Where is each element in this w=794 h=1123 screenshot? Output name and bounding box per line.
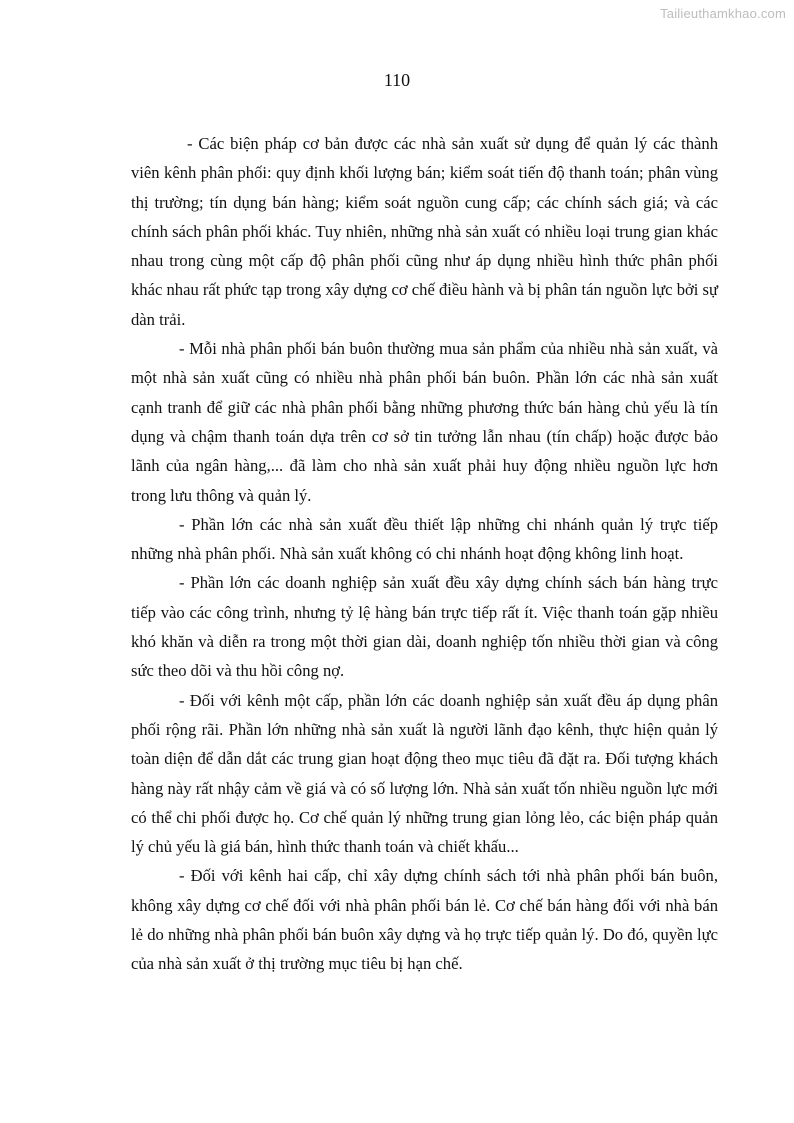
paragraph-5: - Đối với kênh một cấp, phần lớn các doanh nghiệp sản xuất đều áp dụng phân phối rộng rãi. Phần lớn những nhà sản xuất là người lãnh đạo kênh, thực hiện quản lý toàn diện để dẫn dắt các trung gian hoạt động theo mục tiêu đã đặt ra. Đối tượng khách hàng này rất nhậy cảm về giá và có số lượng lớn. Nhà sản xuất tốn nhiều nguồn lực mới có thể chi phối được họ. Cơ chế quản lý những trung gian lỏng lẻo, các biện pháp quản lý chủ yếu là giá bán, hình thức thanh toán và chiết khấu... — [131, 690, 718, 857]
paragraph-1: - Các biện pháp cơ bản được các nhà sản xuất sử dụng để quản lý các thành viên kênh phân phối: quy định khối lượng bán; kiểm soát tiến độ thanh toán; phân vùng thị trường; tín dụng bán hàng; kiểm soát nguồn cung cấp; các chính sách giá; và các chính sách phân phối khác. Tuy nhiên, những nhà sản xuất có nhiều loại trung gian khác nhau trong cùng một cấp độ phân phối cũng như áp dụng nhiều hình thức phân phối khác nhau rất phức tạp trong xây dựng cơ chế điều hành và bị phân tán nguồn lực bởi sự dàn trải. — [131, 134, 718, 329]
paragraph-4: - Phần lớn các doanh nghiệp sản xuất đều xây dựng chính sách bán hàng trực tiếp vào các công trình, nhưng tỷ lệ hàng bán trực tiếp rất ít. Việc thanh toán gặp nhiều khó khăn và diễn ra trong một thời gian dài, doanh nghiệp tốn nhiều thời gian và công sức theo dõi và thu hồi công nợ. — [131, 573, 718, 681]
document-body — [131, 129, 718, 979]
paragraph-6: - Đối với kênh hai cấp, chỉ xây dựng chính sách tới nhà phân phối bán buôn, không xây dựng cơ chế đối với nhà phân phối bán lẻ. Cơ chế bán hàng đối với nhà bán lẻ do những nhà phân phối bán buôn xây dựng và họ trực tiếp quản lý. Do đó, quyền lực của nhà sản xuất ở thị trường mục tiêu bị hạn chế. — [131, 866, 718, 974]
page-number: 110 — [383, 70, 411, 90]
paragraph-3: - Phần lớn các nhà sản xuất đều thiết lập những chi nhánh quản lý trực tiếp những nhà phân phối. Nhà sản xuất không có chi nhánh hoạt động không linh hoạt. — [131, 514, 718, 564]
paragraph-2: - Mỗi nhà phân phối bán buôn thường mua sản phẩm của nhiều nhà sản xuất, và một nhà sản xuất cũng có nhiều nhà phân phối bán buôn. Phần lớn các nhà sản xuất cạnh tranh để giữ các nhà phân phối bằng những phương thức bán hàng chủ yếu là tín dụng và chậm thanh toán dựa trên cơ sở tin tưởng lẫn nhau (tín chấp) hoặc được bảo lãnh của ngân hàng,... đã làm cho nhà sản xuất phải huy động nhiều nguồn lực hơn trong lưu thông và quản lý. — [131, 339, 718, 505]
watermark: Tailieuthamkhao.com — [660, 6, 786, 21]
